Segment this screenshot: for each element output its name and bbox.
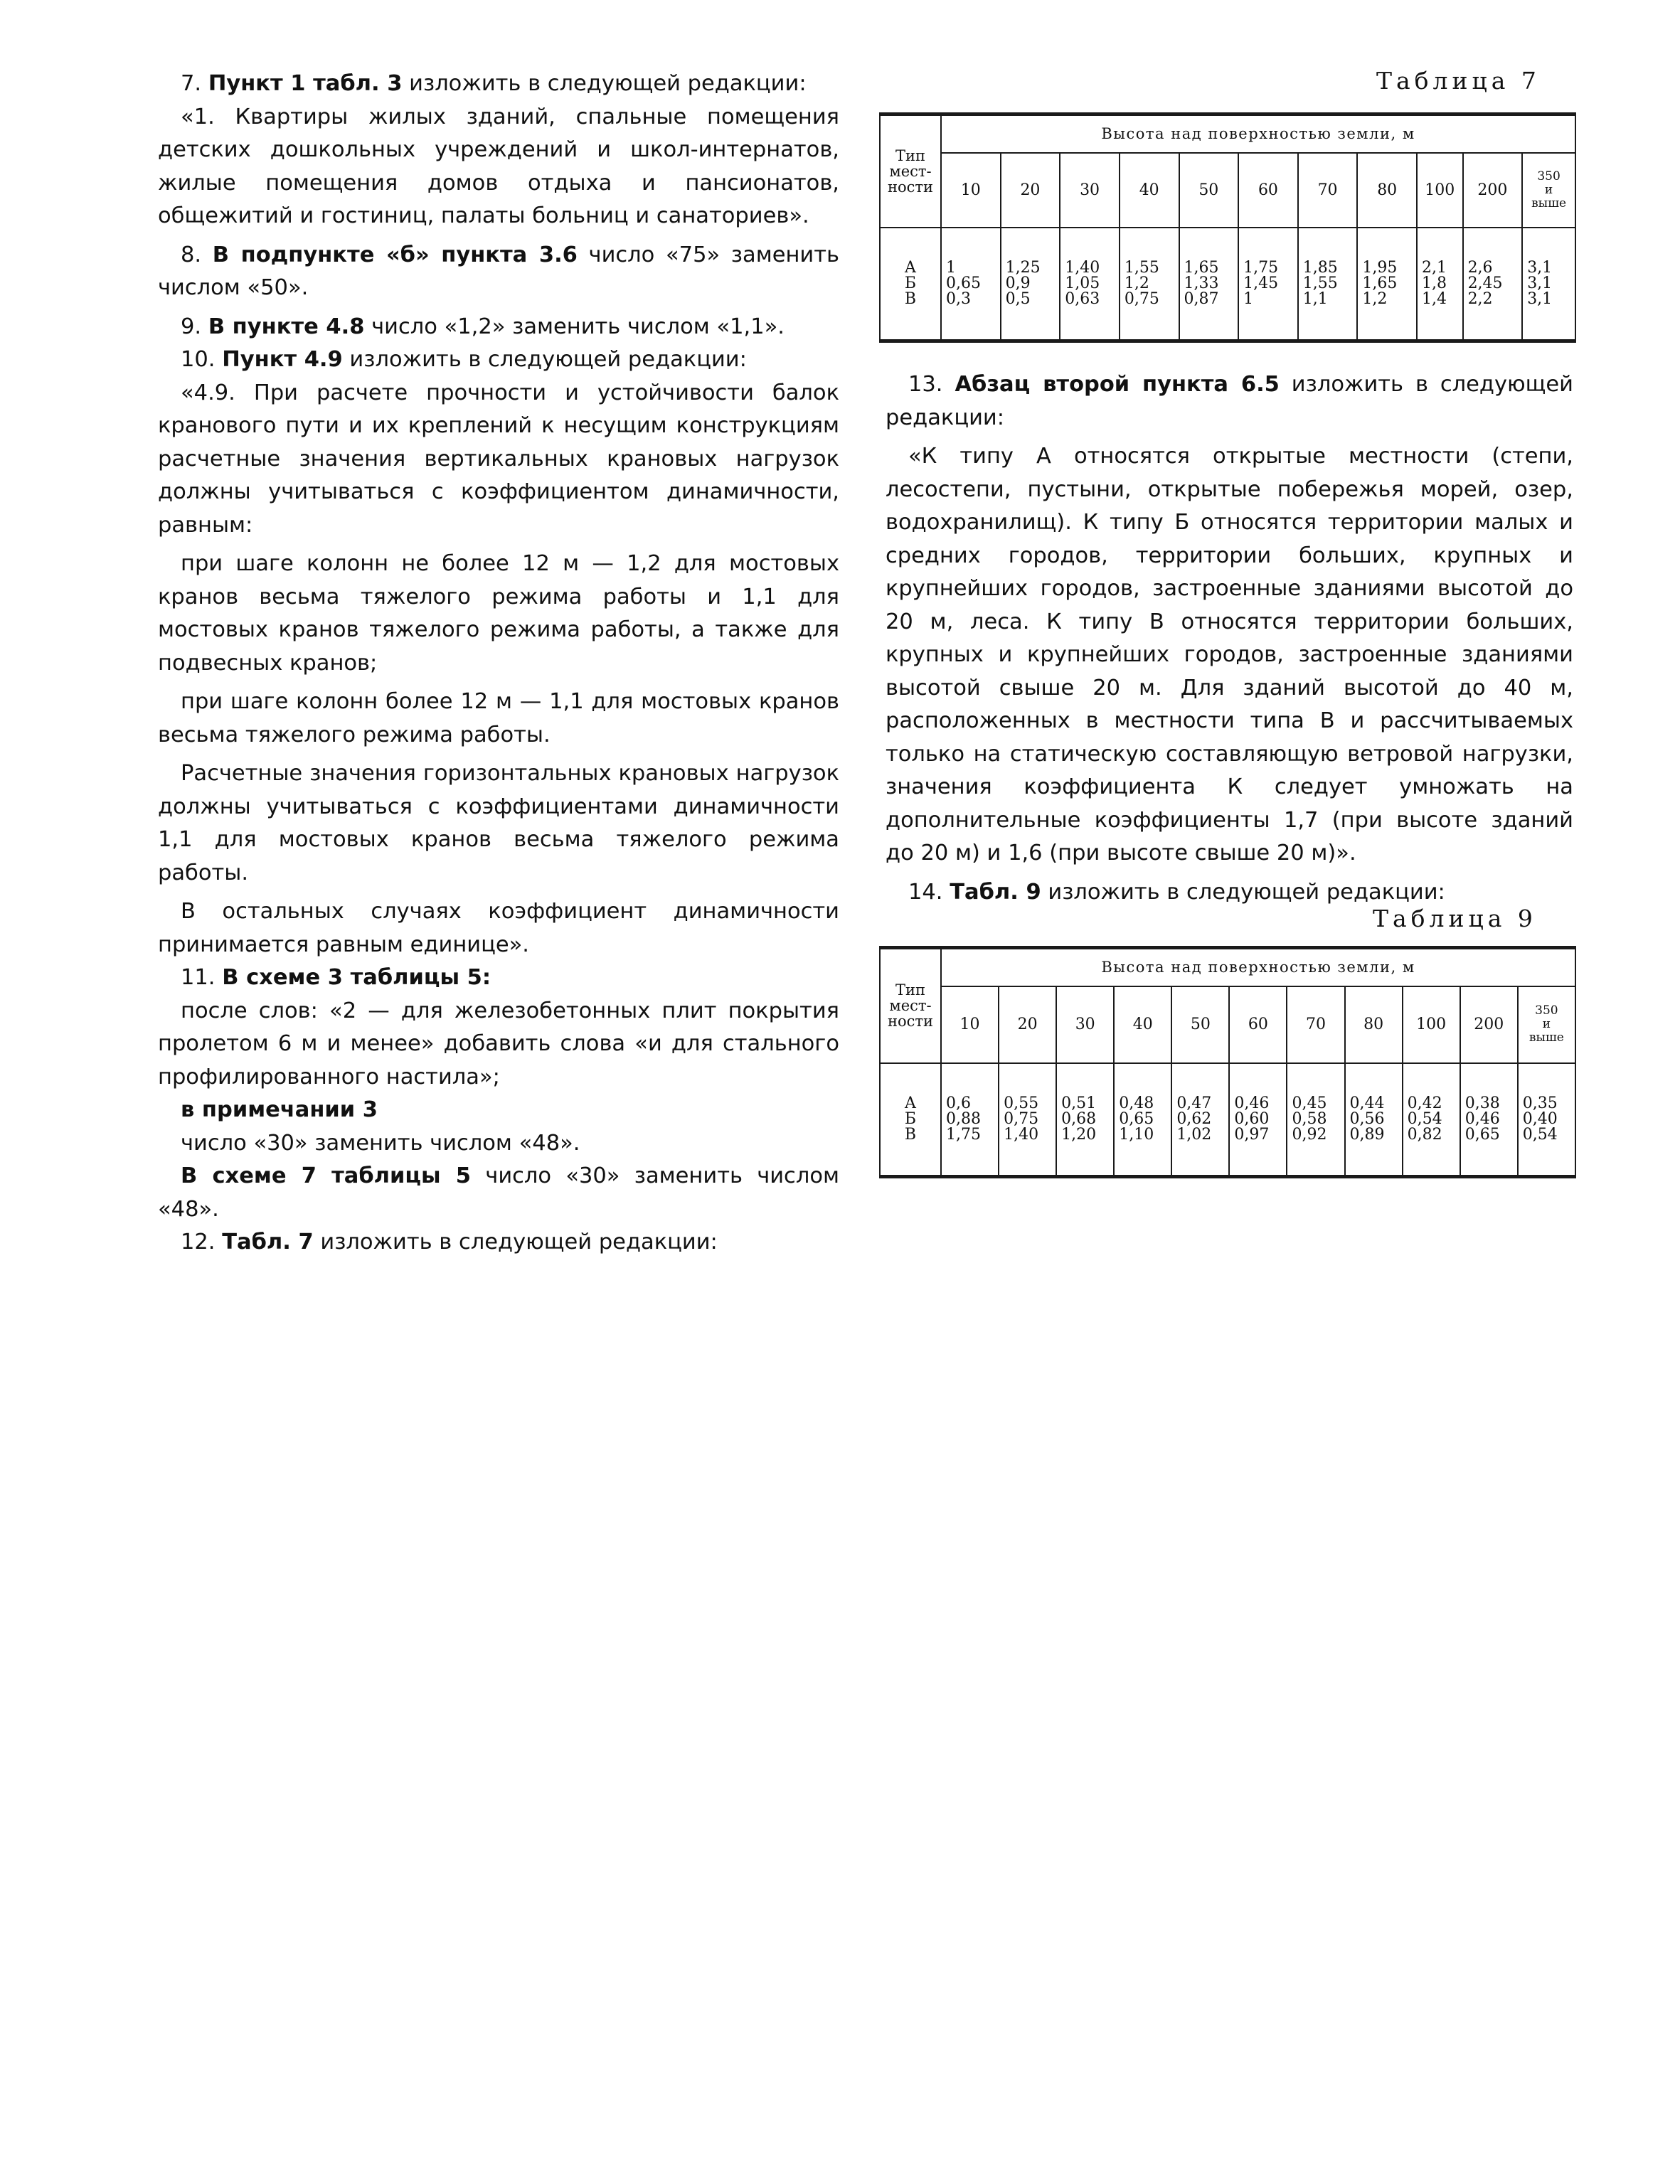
value-cell: [941, 228, 1001, 341]
height-line: 350: [1537, 169, 1561, 183]
value: 0,9: [1005, 274, 1031, 292]
item-number: 14.: [908, 879, 943, 905]
value-cell: [1463, 228, 1523, 341]
value: 0,48: [1119, 1094, 1154, 1112]
type-label: В: [904, 1125, 917, 1144]
type-cell: [880, 1063, 941, 1177]
type-header-line: Тип: [895, 981, 925, 999]
table-9-caption: Таблица 9: [1373, 905, 1537, 932]
value: 0,45: [1292, 1094, 1327, 1112]
item-7: [158, 68, 839, 101]
table-data-row: [880, 228, 1575, 341]
value: 1,10: [1119, 1125, 1154, 1144]
value: 0,60: [1234, 1109, 1270, 1128]
value: 3,1: [1527, 258, 1553, 277]
value: 1,1: [1302, 289, 1328, 308]
item-text: изложить в следующей редакции:: [886, 372, 1573, 430]
height-cell: 40: [1120, 153, 1179, 228]
table-height-row: [880, 986, 1575, 1063]
value-cell: [1238, 228, 1298, 341]
type-cell: [880, 228, 941, 341]
value: 1,55: [1302, 274, 1338, 292]
value-cell: [1417, 228, 1463, 341]
height-cell: 60: [1238, 153, 1298, 228]
item-heading: В подпункте «б» пункта 3.6: [212, 242, 578, 267]
item-number: 10.: [181, 347, 216, 372]
value: 0,40: [1522, 1109, 1558, 1128]
value: 1,20: [1061, 1125, 1097, 1144]
value: 1,8: [1422, 274, 1447, 292]
item-number: 7.: [181, 71, 202, 96]
item-11-note-heading: [158, 1094, 839, 1127]
value-cell: [1114, 1063, 1171, 1177]
value: 0,46: [1234, 1094, 1270, 1112]
item-10-para-3: Расчетные значения горизонтальных крановых нагрузок должны учитываться с коэффициентами динамичности 1,1 для мостовых кранов весьма тяжелого режима работы.: [158, 761, 839, 885]
value-cell: [1460, 1063, 1518, 1177]
table-height-row: [880, 153, 1575, 228]
height-cell: 100: [1403, 986, 1460, 1063]
value: 0,47: [1176, 1094, 1212, 1112]
type-label: А: [904, 258, 917, 277]
height-cell: 100: [1417, 153, 1463, 228]
item-9: [158, 311, 839, 344]
height-cell: 10: [941, 986, 999, 1063]
type-header-line: мест-: [889, 162, 932, 180]
value: 1,75: [946, 1125, 981, 1144]
item-text: изложить в следующей редакции:: [342, 347, 747, 372]
value: 0,44: [1349, 1094, 1385, 1112]
height-cell: 50: [1171, 986, 1229, 1063]
type-header-cell: [880, 948, 941, 1063]
value: 0,56: [1349, 1109, 1385, 1128]
item-13: [886, 368, 1573, 435]
value: 0,55: [1004, 1094, 1039, 1112]
height-cell: 60: [1229, 986, 1287, 1063]
value: 0,42: [1407, 1094, 1442, 1112]
value: 0,54: [1522, 1125, 1558, 1144]
height-cell: 80: [1357, 153, 1417, 228]
type-label: Б: [904, 1109, 917, 1128]
value: 1,2: [1124, 274, 1149, 292]
value-cell: [1298, 228, 1358, 341]
value: 0,65: [1464, 1125, 1500, 1144]
value: 1,85: [1302, 258, 1338, 277]
height-line: и: [1544, 182, 1553, 197]
item-text: число «30» заменить числом «48».: [158, 1163, 839, 1222]
value: 2,2: [1467, 289, 1493, 308]
table-header-row: [880, 948, 1575, 986]
value-cell: [1120, 228, 1179, 341]
value: 1,45: [1243, 274, 1279, 292]
value: 0,62: [1176, 1109, 1212, 1128]
item-text: изложить в следующей редакции:: [313, 1230, 718, 1255]
value: 3,1: [1527, 289, 1553, 308]
value-cell: [1522, 228, 1575, 341]
item-text: изложить в следующей редакции:: [1041, 879, 1445, 905]
item-heading: Табл. 9: [950, 879, 1041, 905]
item-number: 9.: [181, 314, 202, 339]
value: 0,75: [1124, 289, 1159, 308]
item-text: число «75» заменить числом «50».: [158, 242, 839, 300]
value: 0,5: [1005, 289, 1031, 308]
item-heading: В схеме 7 таблицы 5: [181, 1163, 472, 1188]
item-number: 13.: [908, 372, 943, 397]
item-heading: В схеме 3 таблицы 5:: [222, 965, 491, 990]
value: 0,65: [1119, 1109, 1154, 1128]
item-number: 8.: [181, 242, 202, 267]
value: 0,54: [1407, 1109, 1442, 1128]
value: 0,63: [1065, 289, 1100, 308]
value: 0,3: [946, 289, 971, 308]
value-cell: [1287, 1063, 1344, 1177]
value-cell: [1056, 1063, 1114, 1177]
item-11-text: после слов: «2 — для железобетонных плит покрытия пролетом 6 м и менее» добавить слова «и для стального профилированного настила»;: [158, 998, 839, 1090]
item-11-scheme-7: [158, 1160, 839, 1226]
height-cell: 50: [1179, 153, 1239, 228]
value: 1,2: [1362, 289, 1388, 308]
height-cell: 30: [1060, 153, 1120, 228]
value: 2,45: [1467, 274, 1503, 292]
value: 0,92: [1292, 1125, 1327, 1144]
value: 0,97: [1234, 1125, 1270, 1144]
value: 0,46: [1464, 1109, 1500, 1128]
height-cell: 200: [1460, 986, 1518, 1063]
value: 0,89: [1349, 1125, 1385, 1144]
value: 0,35: [1522, 1094, 1558, 1112]
item-8: [158, 239, 839, 305]
item-heading: Пункт 4.9: [222, 347, 343, 372]
value: 2,6: [1467, 258, 1493, 277]
type-label: А: [904, 1094, 917, 1112]
value: 1: [1243, 289, 1254, 308]
value-cell: [1229, 1063, 1287, 1177]
value-cell: [941, 1063, 999, 1177]
value: 1,40: [1004, 1125, 1039, 1144]
value-cell: [1345, 1063, 1403, 1177]
item-text: число «1,2» заменить числом «1,1».: [364, 314, 785, 339]
height-cell: 20: [999, 986, 1056, 1063]
value-cell: [999, 1063, 1056, 1177]
height-group-header: Высота над поверхностью земли, м: [941, 948, 1575, 986]
value: 1,75: [1243, 258, 1279, 277]
table-9: [879, 946, 1576, 1178]
height-line: выше: [1531, 196, 1567, 211]
item-7-quote: «1. Квартиры жилых зданий, спальные помещения детских дошкольных учреждений и школ-интернатов, жилые помещения домов отдыха и пансионатов, общежитий и гостиниц, палаты больниц и санаториев».: [158, 104, 839, 228]
value: 1,65: [1362, 274, 1398, 292]
type-label: Б: [904, 274, 917, 292]
item-heading: Пункт 1 табл. 3: [208, 71, 403, 96]
type-header-line: Тип: [895, 147, 925, 164]
value: 0,51: [1061, 1094, 1097, 1112]
value: 0,82: [1407, 1125, 1442, 1144]
type-header-line: ности: [887, 178, 933, 196]
item-10: [158, 343, 839, 377]
height-cell-last: [1522, 153, 1575, 228]
height-cell: 30: [1056, 986, 1114, 1063]
item-10-para-4: В остальных случаях коэффициент динамичности принимается равным единице».: [158, 899, 839, 957]
value-cell: [1179, 228, 1239, 341]
height-cell: 10: [941, 153, 1001, 228]
height-line: и: [1542, 1017, 1551, 1031]
value: 1,65: [1184, 258, 1219, 277]
height-cell: 200: [1463, 153, 1523, 228]
height-line: 350: [1535, 1003, 1558, 1018]
height-line: выше: [1529, 1030, 1564, 1045]
height-cell-last: [1518, 986, 1575, 1063]
type-header-line: мест-: [889, 997, 932, 1015]
value: 1,02: [1176, 1125, 1212, 1144]
value: 1,25: [1005, 258, 1041, 277]
height-cell: 70: [1287, 986, 1344, 1063]
type-header-cell: [880, 114, 941, 228]
item-number: 12.: [181, 1230, 216, 1255]
value: 0,88: [946, 1109, 981, 1128]
value: 1,4: [1422, 289, 1447, 308]
height-cell: 80: [1345, 986, 1403, 1063]
right-column: [886, 368, 1573, 909]
value: 1: [946, 258, 956, 277]
height-group-header: Высота над поверхностью земли, м: [941, 114, 1575, 153]
value: 0,75: [1004, 1109, 1039, 1128]
value: 1,33: [1184, 274, 1219, 292]
height-cell: 20: [1001, 153, 1060, 228]
value-cell: [1357, 228, 1417, 341]
item-heading: В пункте 4.8: [208, 314, 365, 339]
value: 0,6: [946, 1094, 971, 1112]
value: 0,87: [1184, 289, 1219, 308]
table-7: [879, 112, 1576, 343]
value-cell: [1060, 228, 1120, 341]
value-cell: [1001, 228, 1060, 341]
table-7-caption: Таблица 7: [1376, 67, 1541, 95]
value: 1,95: [1362, 258, 1398, 277]
item-10-para-1: при шаге колонн не более 12 м — 1,2 для мостовых кранов весьма тяжелого режима работы и 1,1 для мостовых кранов тяжелого режима работы, а также для подвесных кранов;: [158, 551, 839, 676]
height-cell: 70: [1298, 153, 1358, 228]
item-13-quote: «К типу А относятся открытые местности (степи, лесостепи, пустыни, открытые побережья морей, озер, водохранилищ). К типу Б относятся территории малых и средних городов, территории больших, крупных и крупнейших городов, застроенные зданиями высотой до 20 м, леса. К типу В относятся территории больших, крупных и крупнейших городов, застроенные зданиями высотой свыше 20 м. Для зданий высотой до 40 м, расположенных в местности типа В и рассчитываемых только на статическую составляющую ветровой нагрузки, значения коэффициента К следует умножать на дополнительные коэффициенты 1,7 (при высоте зданий до 20 м) и 1,6 (при высоте свыше 20 м)».: [886, 444, 1573, 865]
value: 0,68: [1061, 1109, 1097, 1128]
item-10-quote: «4.9. При расчете прочности и устойчивости балок кранового пути и их креплений к несущим конструкциям расчетные значения вертикальных крановых нагрузок должны учитываться с коэффициентом динамичности, равным:: [158, 380, 839, 538]
left-column: [158, 68, 839, 1259]
item-heading: Табл. 7: [222, 1230, 314, 1255]
value: 1,55: [1124, 258, 1159, 277]
value: 0,65: [946, 274, 981, 292]
height-cell: 40: [1114, 986, 1171, 1063]
value-cell: [1518, 1063, 1575, 1177]
value: 1,05: [1065, 274, 1100, 292]
item-11-note-text: число «30» заменить числом «48».: [181, 1130, 580, 1156]
value-cell: [1403, 1063, 1460, 1177]
type-header-line: ности: [887, 1013, 933, 1030]
item-12: [158, 1226, 839, 1259]
value-cell: [1171, 1063, 1229, 1177]
table-data-row: [880, 1063, 1575, 1177]
value: 3,1: [1527, 274, 1553, 292]
item-text: изложить в следующей редакции:: [402, 71, 807, 96]
item-10-para-2: при шаге колонн более 12 м — 1,1 для мостовых кранов весьма тяжелого режима работы.: [158, 689, 839, 747]
item-11: [158, 962, 839, 995]
item-heading: Абзац второй пункта 6.5: [955, 372, 1280, 397]
item-number: 11.: [181, 965, 216, 990]
item-heading: в примечании 3: [181, 1097, 378, 1122]
value: 0,58: [1292, 1109, 1327, 1128]
value: 1,40: [1065, 258, 1100, 277]
type-label: В: [904, 289, 917, 308]
value: 0,38: [1464, 1094, 1500, 1112]
value: 2,1: [1422, 258, 1447, 277]
table-header-row: [880, 114, 1575, 153]
